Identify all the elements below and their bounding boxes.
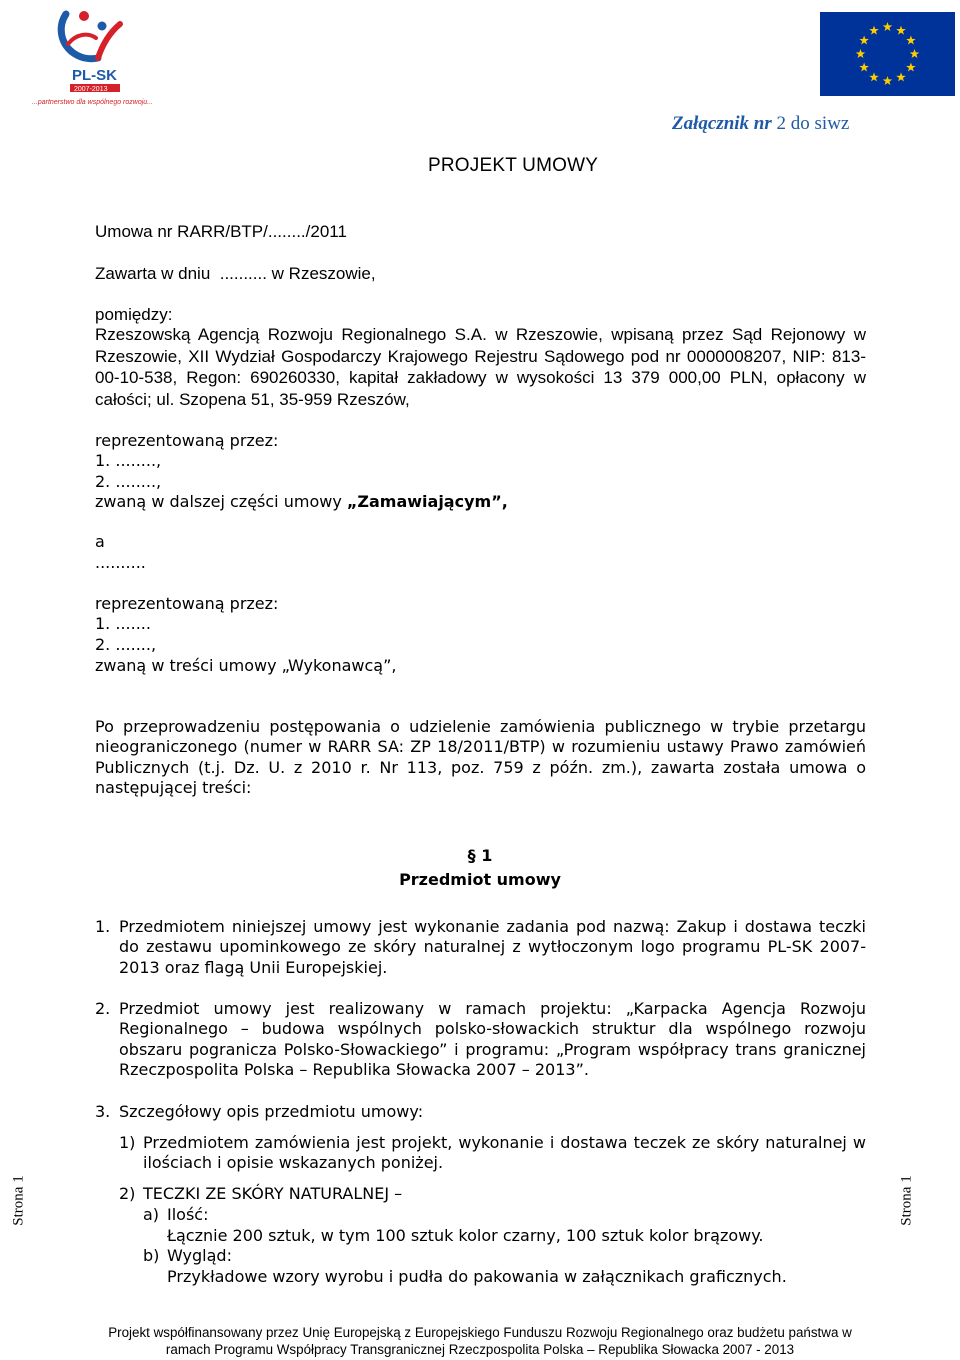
eu-star-icon [896, 26, 906, 35]
rep1-person-1: 1. ........, [95, 451, 162, 470]
sub2-number: 2) [119, 1184, 136, 1203]
plsk-logo-years: 2007-2013 [74, 86, 108, 93]
sub2a-label: Ilość: [167, 1205, 209, 1224]
eu-star-icon [883, 76, 893, 85]
sub2a-text: Łącznie 200 sztuk, w tym 100 sztuk kolor czarny, 100 sztuk kolor brązowy. [167, 1226, 764, 1245]
page-label-right: Strona 1 [898, 1175, 915, 1226]
section-sign: § 1 [467, 846, 493, 865]
contractor-clause: zwaną w treści umowy „Wykonawcą”, [95, 656, 397, 675]
item3-number: 3. [95, 1102, 111, 1121]
client-clause-text: zwaną w dalszej części umowy [95, 492, 347, 511]
rep2-label: reprezentowaną przez: [95, 594, 279, 613]
eu-star-icon [883, 22, 893, 31]
eu-star-icon [869, 72, 879, 81]
sub1-number: 1) [119, 1133, 136, 1152]
section-title: Przedmiot umowy [399, 870, 561, 889]
footer-line-1: Projekt współfinansowany przez Unię Europejską z Europejskiego Funduszu Rozwoju Regionalnego oraz budżetu państwa w [108, 1325, 852, 1340]
eu-star-icon [896, 72, 906, 81]
eu-star-icon [856, 49, 866, 58]
sub2b-number: b) [143, 1246, 160, 1265]
eu-star-icon [906, 36, 916, 45]
eu-star-icon [859, 63, 869, 72]
eu-star-icon [859, 36, 869, 45]
plsk-logo-text: PL-SK [72, 67, 117, 84]
item2-text: Przedmiot umowy jest realizowany w ramach projektu: „Karpacka Agencja Rozwoju Regionalnego – budowa wspólnych polsko-słowackich struktur dla wspólnego rozwoju obszaru pogranicza Polsko-Słowackiego” i programu: „Program współpracy trans granicznej Rzeczpospolita Polska – Republika Słowacka 2007 – 2013”. [119, 999, 866, 1080]
page-label-left: Strona 1 [10, 1175, 27, 1226]
party1-description: Rzeszowską Agencją Rozwoju Regionalnego S.A. w Rzeszowie, wpisaną przez Sąd Rejonowy w Rzeszowie, XII Wydział Gospodarczy Krajowego Rejestru Sądowego pod nr 0000008207, NIP: 813-00-10-538, Regon: 690260330, kapitał zakładowy w wysokości 13 379 000,00 PLN, opłacony w całości; ul. Szopena 51, 35-959 Rzeszów, [95, 325, 866, 409]
concluded-date-place: Zawarta w dniu .......... w Rzeszowie, [95, 264, 376, 283]
rep1-person-2: 2. ........, [95, 472, 162, 491]
eu-star-icon [869, 26, 879, 35]
attachment-number: 2 [776, 113, 787, 134]
plsk-logo [28, 4, 158, 108]
client-clause [95, 492, 508, 512]
document-title: PROJEKT UMOWY [428, 155, 599, 176]
sub2a-number: a) [143, 1205, 160, 1224]
contract-number: Umowa nr RARR/BTP/......../2011 [95, 222, 347, 241]
between-label: pomiędzy: [95, 305, 173, 324]
intro-paragraph: Po przeprowadzeniu postępowania o udzielenie zamówienia publicznego w trybie przetargu nieograniczonego (numer w RARR SA: ZP 18/2011/BTP) w rozumieniu ustawy Prawo zamówień Publicznych (t.j. Dz. U. z 2010 r. Nr 113, poz. 759 z późn. zm.), zawarta została umowa o następującej treści: [95, 717, 866, 798]
sub2-text: TECZKI ZE SKÓRY NATURALNEJ – [143, 1184, 403, 1203]
eu-star-icon [910, 49, 920, 58]
plsk-logo-tagline: ...partnerstwo dla wspólnego rozwoju... [32, 99, 154, 106]
attachment-suffix: do siwz [790, 113, 850, 134]
sub1-text: Przedmiotem zamówienia jest projekt, wykonanie i dostawa teczek ze skóry naturalnej w ilościach i opisie wskazanych poniżej. [143, 1133, 866, 1173]
attachment-label-text: Załącznik nr [672, 113, 772, 134]
eu-flag-logo [820, 12, 955, 96]
footer-line-2: ramach Programu Współpracy Transgranicznej Rzeczpospolita Polska – Republika Słowacka 2007 - 2013 [165, 1342, 795, 1357]
client-name: „Zamawiającym”, [346, 492, 508, 511]
item1-text: Przedmiotem niniejszej umowy jest wykonanie zadania pod nazwą: Zakup i dostawa teczki do zestawu upominkowego ze skóry naturalnej z wytłoczonym logo programu PL-SK 2007-2013 oraz flagą Unii Europejskiej. [119, 917, 866, 977]
party2-name: .......... [95, 553, 146, 572]
rep2-person-1: 1. ....... [95, 614, 151, 633]
rep1-label: reprezentowaną przez: [95, 431, 279, 450]
item1-number: 1. [95, 917, 111, 936]
rep2-person-2: 2. ......., [95, 635, 157, 654]
and-label: a [95, 532, 105, 551]
attachment-label [672, 113, 849, 135]
item3-text: Szczegółowy opis przedmiotu umowy: [119, 1102, 424, 1121]
eu-star-icon [906, 63, 916, 72]
sub2b-label: Wygląd: [167, 1246, 232, 1265]
item2-number: 2. [95, 999, 111, 1018]
sub2b-text: Przykładowe wzory wyrobu i pudła do pakowania w załącznikach graficznych. [167, 1267, 787, 1286]
